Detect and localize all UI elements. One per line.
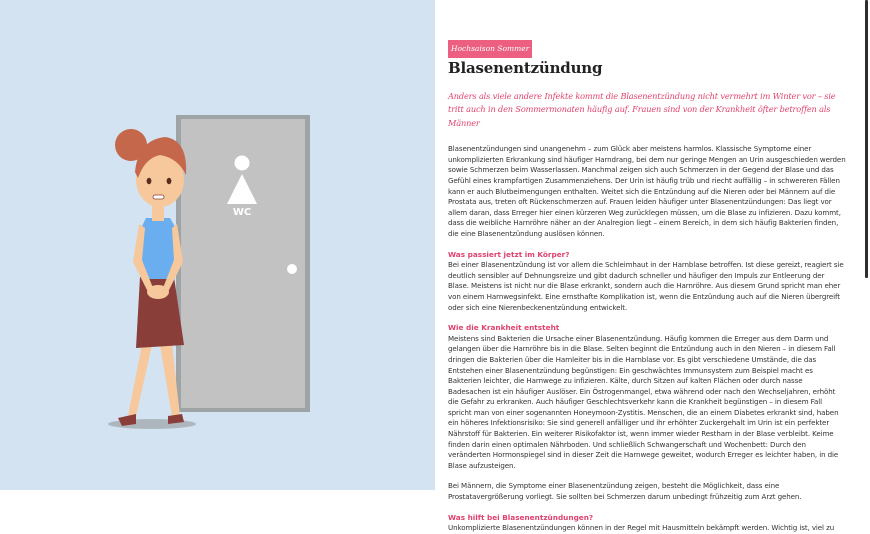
woman-mouth [153, 195, 164, 199]
woman-right-eye [167, 178, 172, 184]
section-paragraph: Bei einer Blasenentzündung ist vor allem die Schleimhaut in der Harnblase betroffen. Ist diese gereizt, reagiert sie deutlich sensibler auf Dehnungsreize und gibt dadurch schneller und häufiger den Impuls zur Entleerung der Blase. Meistens ist nicht nur die Blase erkrankt, sondern auch die Harnröhre. Aus diesem Grund spricht man eher von einem Harnwegsinfekt. Eine ernsthafte Komplikation ist, wenn die Entzündung auch auf die Nieren übergreift oder sich eine Nierenbeckenentzündung entwickelt. [448, 260, 844, 312]
section-heading-body: Was passiert jetzt im Körper? [448, 249, 570, 259]
section-heading-cause: Wie die Krankheit entsteht [448, 323, 560, 333]
section-paragraph: Meistens sind Bakterien die Ursache einer Blasenentzündung. Häufig kommen die Erreger aus dem Darm und gelangen über die Harnröhre bis in die Blase. Selten beginnt die Entzündung auch in den Nieren – in diesem Fall dringen die Bakterien über die Harnleiter bis in die Harnblase vor. Es gibt verschiedene Umstände, die das Entstehen einer Blasenentzündung begünstigen: Ein geschwächtes Immunsystem zum Beispiel macht es Bakterien leichter, die Harnwege zu infizieren. Kälte, durch Sitzen auf kalten Flächen oder durch nasse Badesachen ist ein häufiger Auslöser. Ein Östrogenmangel, etwa während oder nach den Wechseljahren, erhöht die Gefahr zu erkranken. Auch häufiger Geschlechtsverkehr kann die Krankheit begünstigen – in diesem Fall spricht man von einer sogenannten Honeymoon-Zystitis. Menschen, die an einem Diabetes erkrankt sind, haben ein höheres Infektionsrisiko: Sie sind generell anfälliger und ihr erhöhter Zuckergehalt im Urin ist ein perfekter Nährstoff für Bakterien. Ein weiterer Risikofaktor ist, wenn immer wieder Restharn in der Blase verbleibt. Keime finden darin einen optimalen Nährboden. Und schließlich Schwangerschaft und Wochenbett: Durch den veränderten Hormonspiegel sind in dieser Zeit die Harnwege geweitet, wodurch Erreger es leichter haben, in die Blase aufzusteigen. [448, 333, 839, 470]
woman-at-toilet-door-illustration [0, 0, 435, 490]
article-title: Blasenentzündung [448, 59, 603, 77]
door-knob [287, 264, 297, 274]
wc-sign-head-icon [235, 156, 250, 171]
section-paragraph: Bei Männern, die Symptome einer Blasenentzündung zeigen, besteht die Möglichkeit, dass eine Prostatavergrößerung vorliegt. Sie sollten bei Schmerzen darum unbedingt frühzeitig zum Arzt gehen. [448, 481, 802, 502]
illustration-panel [0, 0, 435, 490]
article-lead: Anders als viele andere Infekte kommt die Blasenentzündung nicht vermehrt im Winter vor – sie tritt auch in den Sommermonaten häufig auf. Frauen sind von der Krankheit öfter betroffen als Männer [448, 91, 836, 128]
intro-paragraph: Blasenentzündungen sind unangenehm – zum Glück aber meistens harmlos. Klassische Symptome einer unkomplizierten Erkrankung sind häufiger Harndrang, bei dem nur geringe Mengen an Urin ausgeschieden werden sowie Schmerzen beim Wasserlassen. Manchmal zeigen sich auch Schmerzen in der Gegend der Blase und das Gefühl eines krampfartigen Zusammenziehens. Der Urin ist häufig trüb und riecht auffällig – in schwereren Fällen kann er auch Blutbeimengungen enthalten. Weitet sich die Entzündung auf die Nieren oder bei Männern auf die Prostata aus, treten oft Rückenschmerzen auf. Frauen leiden häufiger unter Blasenentzündungen: Das liegt vor allem daran, dass Erreger hier einen kürzeren Weg zurücklegen müssen, um die Blase zu infizieren. Dazu kommt, dass die weibliche Harnröhre näher an der Analregion liegt – einem Bereich, in dem sich häufig Bakterien finden, die eine Blasenentzündung auslösen können. [448, 144, 846, 238]
woman-neck [152, 205, 164, 221]
section-heading-help: Was hilft bei Blasenentzündungen? [448, 512, 594, 522]
woman-left-leg [128, 345, 152, 416]
woman-left-eye [147, 178, 152, 184]
woman-hands [147, 285, 169, 299]
kicker-badge: Hochsaison Sommer [448, 40, 532, 58]
scrollbar-thumb[interactable] [865, 0, 868, 278]
wc-sign-text: WC [232, 207, 252, 218]
article-panel [435, 0, 851, 533]
section-paragraph: Unkomplizierte Blasenentzündungen können in der Regel mit Hausmitteln bekämpft werden. Wichtig ist, viel zu [448, 523, 835, 533]
